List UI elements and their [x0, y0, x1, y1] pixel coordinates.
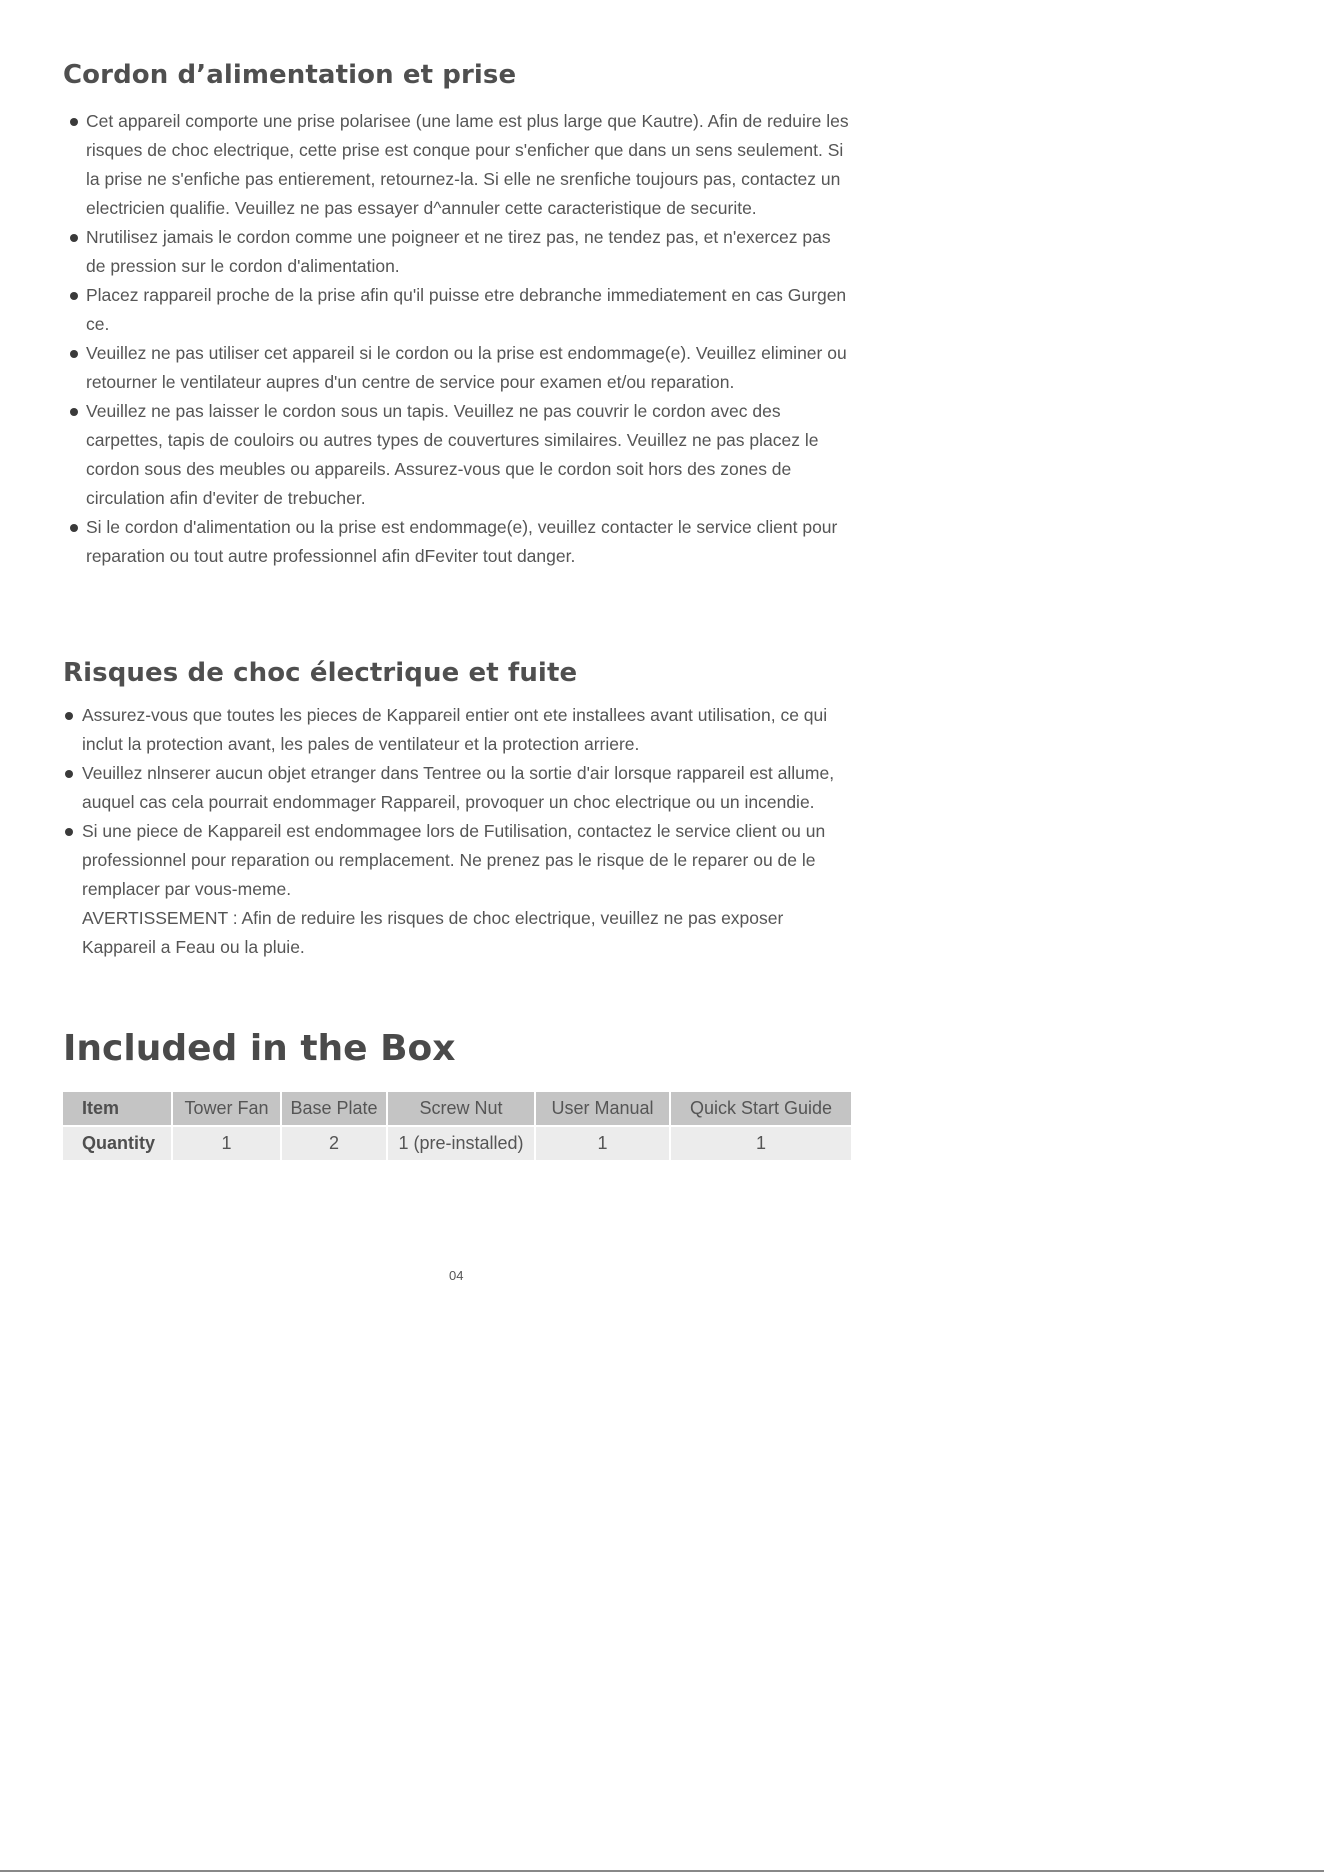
box-contents-title: Included in the Box	[63, 1028, 456, 1069]
bullet-icon	[70, 234, 78, 242]
list-item: Cet appareil comporte une prise polarisee (une lame est plus large que Kautre). Afin de reduire les risques de choc electrique, cette prise est conque pour s'enficher que dans un sens seulement. Si la prise ne s'enfiche pas entierement, retournez-la. Si elle ne srenfiche toujours pas, contactez un electricien qualifie. Veuillez ne pas essayer d^annuler cette caracteristique de securite.	[63, 107, 853, 223]
table-cell: 1	[173, 1127, 280, 1160]
table-cell: 2	[282, 1127, 386, 1160]
bullet-icon	[65, 712, 73, 720]
table-cell: Tower Fan	[173, 1092, 280, 1125]
table-cell: 1	[671, 1127, 851, 1160]
list-item: Si une piece de Kappareil est endommagee lors de Futilisation, contactez le service client ou un professionnel pour reparation ou remplacement. Ne prenez pas le risque de le reparer ou de le remplacer par vous-meme.	[63, 817, 853, 904]
bullet-icon	[70, 292, 78, 300]
list-item: Assurez-vous que toutes les pieces de Kappareil entier ont ete installees avant utilisation, ce qui inclut la protection avant, les pales de ventilateur et la protection arriere.	[63, 701, 853, 759]
power-cord-list	[63, 107, 853, 571]
list-item: Nrutilisez jamais le cordon comme une poigneer et ne tirez pas, ne tendez pas, et n'exercez pas de pression sur le cordon d'alimentation.	[63, 223, 853, 281]
table-cell: 1	[536, 1127, 669, 1160]
page-number: 04	[449, 1268, 464, 1283]
table-cell: User Manual	[536, 1092, 669, 1125]
list-item: Si le cordon d'alimentation ou la prise est endommage(e), veuillez contacter le service client pour reparation ou tout autre professionnel afin dFeviter tout danger.	[63, 513, 853, 571]
bullet-icon	[65, 828, 73, 836]
list-item: Veuillez ne pas laisser le cordon sous un tapis. Veuillez ne pas couvrir le cordon avec des carpettes, tapis de couloirs ou autres types de couvertures similaires. Veuillez ne pas placez le cordon sous des meubles ou appareils. Assurez-vous que le cordon soit hors des zones de circulation afin d'eviter de trebucher.	[63, 397, 853, 513]
section-title-power-cord: Cordon d’alimentation et prise	[63, 60, 517, 90]
bullet-icon	[70, 408, 78, 416]
table-row-items	[63, 1092, 851, 1125]
bullet-icon	[65, 770, 73, 778]
bullet-icon	[70, 350, 78, 358]
warning-text: AVERTISSEMENT : Afin de reduire les risques de choc electrique, veuillez ne pas exposer Kappareil a Feau ou la pluie.	[82, 908, 784, 957]
table-cell: Base Plate	[282, 1092, 386, 1125]
row-label-quantity: Quantity	[63, 1127, 171, 1160]
list-item: Veuillez nlnserer aucun objet etranger dans Tentree ou la sortie d'air lorsque rappareil est allume, auquel cas cela pourrait endommager Rappareil, provoquer un choc electrique ou un incendie.	[63, 759, 853, 817]
table-row-quantity	[63, 1127, 851, 1160]
bullet-icon	[70, 524, 78, 532]
table-cell: Screw Nut	[388, 1092, 534, 1125]
row-label-item: Item	[63, 1092, 171, 1125]
box-contents-table	[61, 1090, 853, 1162]
list-item: Veuillez ne pas utiliser cet appareil si le cordon ou la prise est endommage(e). Veuillez eliminer ou retourner le ventilateur aupres d'un centre de service pour examen et/ou reparation.	[63, 339, 853, 397]
table-cell: Quick Start Guide	[671, 1092, 851, 1125]
list-item: Placez rappareil proche de la prise afin qu'il puisse etre debranche immediatement en cas Gurgen ce.	[63, 281, 853, 339]
table-cell: 1 (pre-installed)	[388, 1127, 534, 1160]
shock-risk-list	[63, 701, 853, 962]
bullet-icon	[70, 118, 78, 126]
section-title-shock-risk: Risques de choc électrique et fuite	[63, 658, 578, 688]
